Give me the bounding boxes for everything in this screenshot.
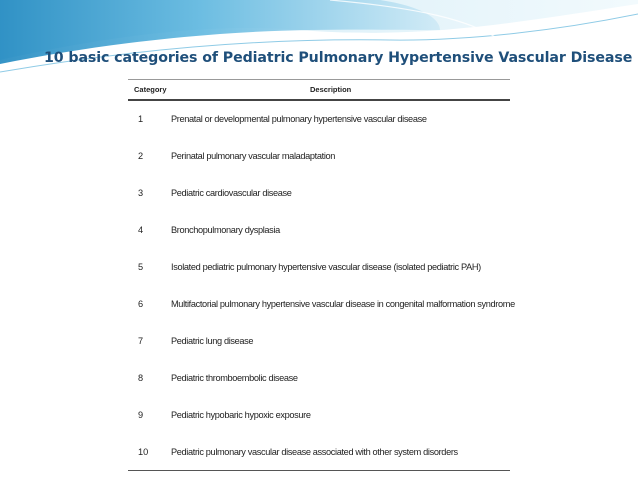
table-row — [128, 410, 510, 447]
category-number: 6 — [138, 299, 144, 309]
table-header-rule — [128, 99, 510, 101]
category-description: Isolated pediatric pulmonary hypertensive vascular disease (isolated pediatric PAH) — [171, 262, 481, 272]
table-row — [128, 151, 510, 188]
table-row — [128, 188, 510, 225]
category-description: Bronchopulmonary dysplasia — [171, 225, 280, 235]
category-number: 10 — [138, 447, 149, 457]
category-number: 3 — [138, 188, 144, 198]
slide-title: 10 basic categories of Pediatric Pulmonary Hypertensive Vascular Disease — [44, 50, 633, 66]
category-description: Pediatric thromboembolic disease — [171, 373, 298, 383]
column-header-category: Category — [134, 85, 167, 94]
table-top-rule — [128, 79, 510, 80]
category-description: Prenatal or developmental pulmonary hypertensive vascular disease — [171, 114, 427, 124]
category-description: Pediatric pulmonary vascular disease associated with other system disorders — [171, 447, 458, 457]
category-number: 4 — [138, 225, 144, 235]
table-row — [128, 262, 510, 299]
category-description: Pediatric lung disease — [171, 336, 254, 346]
table-row — [128, 447, 510, 484]
table-bottom-rule — [128, 470, 510, 471]
category-number: 9 — [138, 410, 144, 420]
table-row — [128, 114, 510, 151]
table-row — [128, 299, 515, 336]
category-number: 1 — [138, 114, 144, 124]
category-number: 5 — [138, 262, 144, 272]
category-description: Perinatal pulmonary vascular maladaptation — [171, 151, 336, 161]
header-swoosh-decoration — [0, 0, 638, 80]
category-number: 7 — [138, 336, 144, 346]
category-number: 8 — [138, 373, 144, 383]
table-row — [128, 336, 510, 373]
category-description: Pediatric cardiovascular disease — [171, 188, 292, 198]
category-number: 2 — [138, 151, 144, 161]
category-description: Pediatric hypobaric hypoxic exposure — [171, 410, 311, 420]
table-row — [128, 373, 510, 410]
column-header-description: Description — [310, 85, 352, 94]
table-row — [128, 225, 510, 262]
category-description: Multifactorial pulmonary hypertensive vascular disease in congenital malformation syndrome — [171, 299, 515, 309]
